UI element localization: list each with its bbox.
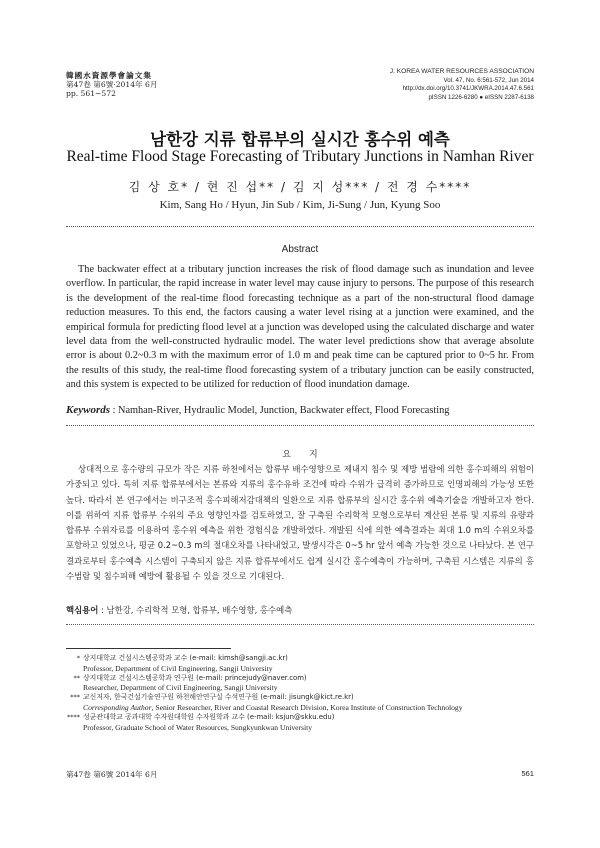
footnote-mark: ** <box>73 673 80 682</box>
page-range: pp. 561~572 <box>66 89 116 99</box>
summary-body-korean: 상대적으로 홍수량의 규모가 작은 지류 하천에서는 합류부 배수영향으로 제내지 침수 및 제방 범람에 의한 홍수피해의 위험이 가중되고 있다. 특히 지류 합류부에서는 본류와 지류의 홍수유하 조건에 따라 수위가 급격히 증가하므로 인명피해의 가능성 또한 높다. 따라서 본 연구에서는 비구조적 홍수피해저감대책의 일환으로 지류 합류부의 실시간 홍수위 예측기술을 개발하고자 한다. 이를 위하여 지류 합류부 수위의 주요 영향인자를 검토하였고, 잘 구축된 수리학적 모형으로부터 계산된 본류 및 지류의 유량과 합류부 수위자료를 이용하여 홍수위 예측을 위한 경험식을 개발하였다. 개발된 식에 의한 예측결과는 최대 1.0 m의 수위오차를 포함하고 있었으나, 평균 0.2~0.3 m의 절대오차를 나타내었고, 발생시각은 0~5 hr 앞서 예측 가능한 것으로 나타났다. 본 연구결과로부터 홍수예측 시스템이 구축되지 않은 지류 합류부에서도 쉽게 실시간 홍수예측이 가능하며, 구축된 시스템은 지류의 홍수범람 및 침수피해 예방에 활용될 수 있을 것으로 기대된다. <box>66 464 534 582</box>
journal-header-right <box>390 68 534 102</box>
paper-title-korean: 남한강 지류 합류부의 실시간 홍수위 예측 <box>150 130 450 149</box>
abstract-heading: Abstract <box>281 244 319 255</box>
footnote-affiliation-korean: 상지대학교 건설시스템공학과 연구원 (e-mail: princejudy@naver.com) <box>83 673 307 682</box>
divider <box>66 226 534 227</box>
summary-heading-korean: 요지 <box>282 450 336 460</box>
divider <box>66 624 534 625</box>
footnote-mark: **** <box>67 712 80 721</box>
footnote-affiliation-english <box>83 703 534 713</box>
page-number: 561 <box>521 769 534 778</box>
footnote-item <box>66 674 534 694</box>
journal-header-left <box>66 71 157 99</box>
keywords-label: Keywords <box>66 404 110 416</box>
journal-volume-korean: 第47卷 第6號·2014年 6月 <box>66 80 158 90</box>
footnote-affiliation-korean: 상지대학교 건설시스템공학과 교수 (e-mail: kimsh@sangji.ac.kr) <box>83 654 288 662</box>
footnote-rule <box>66 648 231 649</box>
keywords-english <box>66 404 534 416</box>
journal-title-korean: 韓國水資源學會論文集 <box>66 71 152 80</box>
journal-title-english: J. KOREA WATER RESOURCES ASSOCIATION <box>389 68 534 75</box>
footnote-affiliation-english: Professor, Department of Civil Engineering, Sangji University <box>83 663 273 673</box>
footnote-affiliation-english-text: , Senior Researcher, River and Coastal Research Division, Korea Institute of Construction Technology <box>151 702 463 712</box>
divider <box>66 425 534 426</box>
journal-volume-english: Vol. 47, No. 6:561-572, Jun 2014 <box>443 76 534 84</box>
footnote-item <box>66 713 534 733</box>
footnote-affiliation-korean: 교신저자, 한국건설기술연구원 하천해안연구실 수석연구원 (e-mail: jisungk@kict.re.kr) <box>83 693 354 702</box>
keywords-korean <box>66 604 534 616</box>
corresponding-author-label: Corresponding Author <box>83 702 152 712</box>
footnote-item <box>66 654 534 674</box>
keywords-label-korean: 핵심용어 <box>66 605 99 615</box>
footnote-item <box>66 693 534 713</box>
footnote-mark: *** <box>70 693 80 702</box>
authors-korean: 김 상 호* / 현 진 섭** / 김 지 성*** / 전 경 수**** <box>128 180 472 194</box>
doi-link[interactable]: http://dx.doi.org/10.3741/JKWRA.2014.47.6.561 <box>402 85 534 93</box>
footer-issue: 第47卷 第6號 2014年 6月 <box>66 770 158 779</box>
footnote-affiliation-korean: 성균관대학교 공과대학 수자원대학원 수자원학과 교수 (e-mail: ksjun@skku.edu) <box>83 712 335 721</box>
keywords-list: : Namhan-River, Hydraulic Model, Junction, Backwater effect, Flood Forecasting <box>110 405 450 416</box>
authors-english: Kim, Sang Ho / Hyun, Jin Sub / Kim, Ji-Sung / Jun, Kyung Soo <box>159 199 441 211</box>
footnote-affiliation-english: Professor, Graduate School of Water Resources, Sungkyunkwan University <box>83 722 313 732</box>
author-footnotes <box>66 654 534 732</box>
footnote-affiliation-english: Researcher, Department of Civil Engineering, Sangji University <box>83 683 278 693</box>
keywords-list-korean: : 남한강, 수리학적 모형, 합류부, 배수영향, 홍수예측 <box>98 605 293 615</box>
footnote-mark: * <box>76 654 80 662</box>
paper-title-english: Real-time Flood Stage Forecasting of Tributary Junctions in Namhan River <box>66 148 534 165</box>
issn: pISSN 1226-6280 ● eISSN 2287-6138 <box>428 93 534 101</box>
abstract-body: The backwater effect at a tributary junction increases the risk of flood damage such as inundation and levee overflow. In particular, the rapid increase in water level may cause injury to persons. The purpose of this research is the development of the real-time flood forecasting technique as a part of the non-structural flood damage reduction measures. To this end, the factors causing a water level rising at a junction were examined, and the empirical formula for predicting flood level at a junction was developed using the calculated discharge and water level data from the well-constructed hydraulic model. The water level predictions show that average absolute error is about 0.2~0.3 m with the maximum error of 1.0 m and peak time can be captured prior to 0~5 hr. From the results of this study, the real-time flood forecasting system of a tributary junction can be easily constructed, and this system is expected to be utilized for reduction of flood inundation damage. <box>66 264 534 391</box>
